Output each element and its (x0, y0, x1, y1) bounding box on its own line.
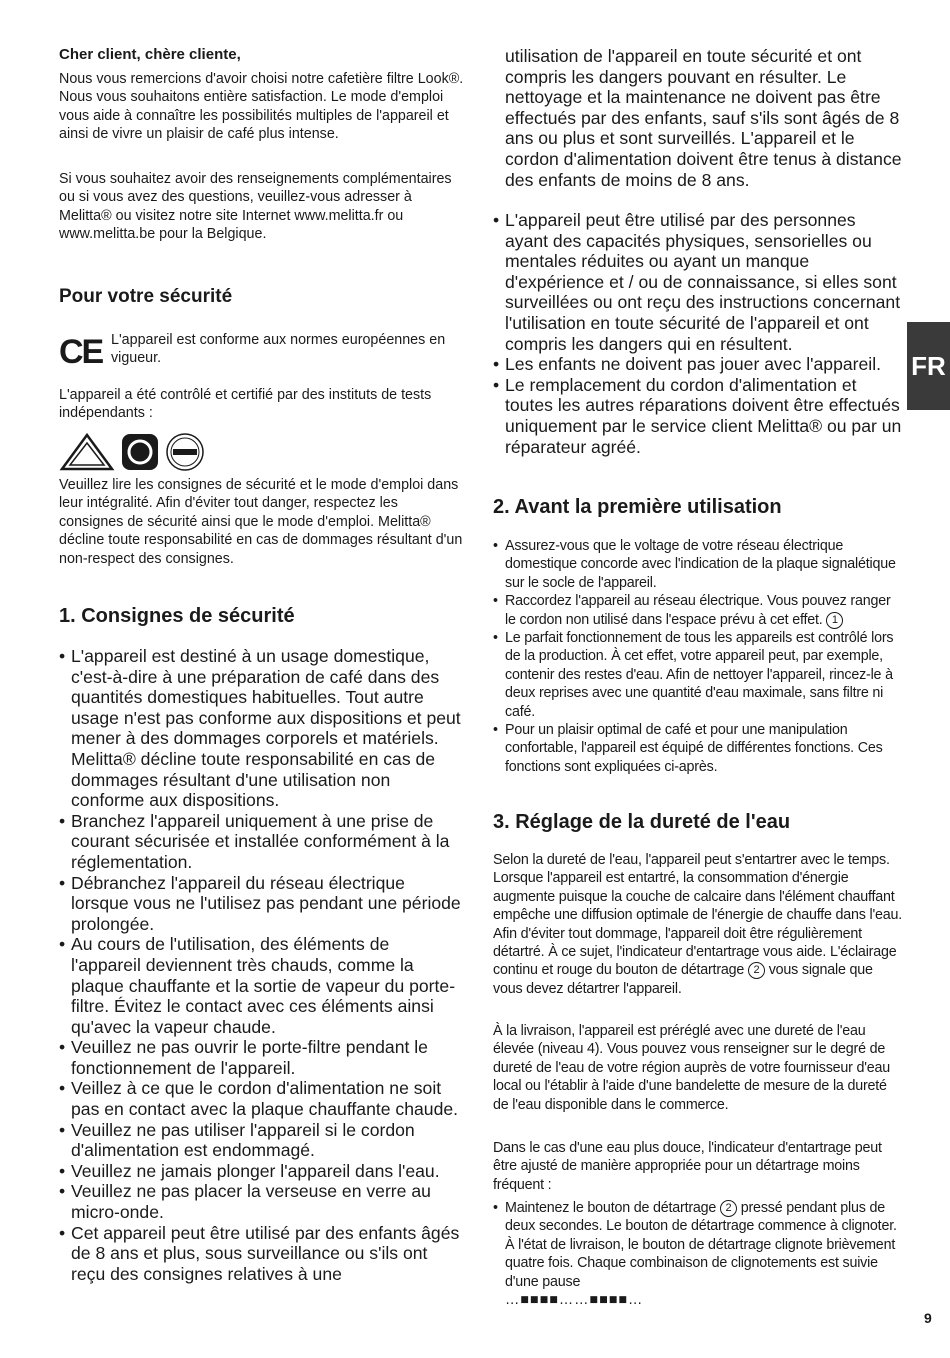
certification-logos (59, 432, 205, 472)
safety-list (59, 646, 464, 1284)
hardness-paragraph-1 (493, 851, 903, 998)
continued-text: utilisation de l'appareil en toute sécurité et ont compris les dangers pouvant en résulter. Le nettoyage et la maintenance ne doivent pas être effectués par des enfants, sauf s'ils sont âgés de 8 ans ou plus et sont surveillés. L'appareil et le cordon d'alimentation doivent être tenus à distance des enfants de moins de 8 ans. (505, 46, 902, 190)
language-tab: FR (907, 322, 950, 410)
list-item-text: pressé pendant plus de deux secondes. Le bouton de détartrage commence à clignoter. À l'état de livraison, le bouton de détartrage clignote brièvement quatre fois. Chaque combinaison de clignotements est suivie d'une pause (505, 1200, 897, 1290)
page-number: 9 (924, 1310, 932, 1326)
section-1-heading: 1. Consignes de sécurité (59, 605, 295, 627)
test-seal-icon (165, 432, 205, 472)
list-item (493, 1199, 903, 1309)
greeting: Cher client, chère cliente, (59, 46, 241, 63)
list-item: • Le remplacement du cordon d'alimentation et toutes les autres réparations doivent être effectués uniquement par le service client Melitta® ou par un réparateur agréé. (493, 375, 903, 457)
list-item: • L'appareil est destiné à un usage domestique, c'est-à-dire à une préparation de café dans des quantités domestiques habituelles. Tout autre usage n'est pas conforme aux dispositions et peut mener à des dommages corporels et matériels. Melitta® décline toute responsabilité en cas de dommages résultant d'une utilisation non conforme aux dispositions. (59, 646, 464, 811)
hardness-paragraph-3: Dans le cas d'une eau plus douce, l'indicateur d'entartrage peut être ajusté de manière appropriée pour un détartrage moins fréquent : (493, 1140, 882, 1193)
intro-paragraph-1: Nous vous remercions d'avoir choisi notre cafetière filtre Look®. Nous vous souhaitons entière satisfaction. Le mode d'emploi vous aide à connaître les possibilités multiples de l'appareil et ainsi de vivre un plaisir de café plus intense. (59, 71, 464, 143)
list-item: • Cet appareil peut être utilisé par des enfants âgés de 8 ans et plus, sous surveillance ou s'ils ont reçu des consignes relatives à une (59, 1223, 464, 1285)
list-item: • Les enfants ne doivent pas jouer avec l'appareil. (493, 354, 903, 375)
intro-paragraph-2: Si vous souhaitez avoir des renseignements complémentaires ou si vous avez des questions, veuillez-vous adresser à Melitta® ou visitez notre site Internet www.melitta.fr ou www.melitta.be pour la Belgique. (59, 171, 452, 243)
ce-mark-icon: CE (59, 333, 103, 371)
list-item: • Au cours de l'utilisation, des éléments de l'appareil deviennent très chauds, comme la plaque chauffante et la sortie de vapeur du porte-filtre. Évitez le contact avec ces éléments ainsi qu'avec la vapeur chaude. (59, 934, 464, 1037)
list-item-text: Maintenez le bouton de détartrage (505, 1200, 717, 1216)
paragraph-text: vous signale que vous devez détartrer l'appareil. (493, 962, 873, 997)
section-3-heading: 3. Réglage de la dureté de l'eau (493, 811, 791, 833)
list-item: • Veuillez ne pas placer la verseuse en verre au micro-onde. (59, 1181, 464, 1222)
first-use-list (493, 537, 903, 776)
list-item: • Branchez l'appareil uniquement à une prise de courant sécurisée et installée conformément à la réglementation. (59, 811, 464, 873)
list-item: • Le parfait fonctionnement de tous les appareils est contrôlé lors de la production. À cet effet, votre appareil peut, par exemple, contenir des restes d'eau. Afin de nettoyer l'appareil, rincez-le à deux reprises avec une quantité d'eau maximale, sans filtre ni café. (493, 629, 903, 721)
list-item: • Veuillez ne jamais plonger l'appareil dans l'eau. (59, 1161, 464, 1182)
circled-number-icon: 2 (720, 1200, 737, 1217)
list-item: • Assurez-vous que le voltage de votre réseau électrique domestique concorde avec l'indication de la plaque signalétique sur le socle de l'appareil. (493, 537, 903, 592)
adjust-list (493, 1199, 903, 1309)
list-item (493, 592, 903, 629)
blink-pattern: …■■■■……■■■■… (505, 1292, 644, 1309)
list-item: • Débranchez l'appareil du réseau électrique lorsque vous ne l'utilisez pas pendant une période prolongée. (59, 873, 464, 935)
paragraph-text: Selon la dureté de l'eau, l'appareil peut s'entartrer avec le temps. Lorsque l'appareil est entartré, la consommation d'énergie augmente puisque la couche de calcaire dans l'élément chauffant empêche une diffusion optimale de l'énergie de chauffe dans l'eau. Afin d'éviter tout dommage, l'appareil doit être régulièrement détartré. À ce sujet, l'indicateur d'entartrage vous aide. L'éclairage continu et rouge du bouton de détartrage (493, 852, 903, 979)
ce-text: L'appareil est conforme aux normes européennes en vigueur. (111, 332, 446, 367)
circled-number-icon: 2 (748, 962, 765, 979)
list-item-text: Raccordez l'appareil au réseau électrique. Vous pouvez ranger le cordon non utilisé dans l'espace prévu à cet effet. (505, 593, 891, 628)
list-item: • Veuillez ne pas ouvrir le porte-filtre pendant le fonctionnement de l'appareil. (59, 1037, 464, 1078)
hardness-paragraph-2: À la livraison, l'appareil est préréglé avec une dureté de l'eau élevée (niveau 4). Vous pouvez vous renseigner sur le degré de dureté de l'eau de votre région auprès de votre fournisseur d'eau local ou l'établir à l'aide d'une bandelette de mesure de la dureté de l'eau disponible dans le commerce. (493, 1023, 891, 1113)
list-item: • L'appareil peut être utilisé par des personnes ayant des capacités physiques, sensorielles ou mentales réduites ou ayant un manque d'expérience et / ou de connaissance, si elles sont surveillées ou ont reçu des instructions concernant l'utilisation en toute sécurité de l'appareil et ont compris les dangers qui en résultent. (493, 210, 903, 354)
list-item: • Veuillez ne pas utiliser l'appareil si le cordon d'alimentation est endommagé. (59, 1120, 464, 1161)
read-instructions-text: Veuillez lire les consignes de sécurité et le mode d'emploi dans leur intégralité. Afin d'éviter tout danger, respectez les consignes de sécurité ainsi que le mode d'emploi. Melitta® décline toute responsabilité en cas de dommages résultant d'un non-respect des consignes. (59, 477, 463, 567)
vde-logo-icon (59, 432, 115, 472)
list-item: • Pour un plaisir optimal de café et pour une manipulation confortable, l'appareil est équipé de différentes fonctions. Ces fonctions sont expliquées ci-après. (493, 721, 903, 776)
circled-number-icon: 1 (826, 612, 843, 629)
certified-text: L'appareil a été contrôlé et certifié par des instituts de tests indépendants : (59, 387, 432, 422)
section-2-heading: 2. Avant la première utilisation (493, 496, 782, 518)
safety-list-continued (493, 210, 903, 457)
list-item: • Veillez à ce que le cordon d'alimentation ne soit pas en contact avec la plaque chauffante chaude. (59, 1078, 464, 1119)
gs-mark-icon (121, 432, 159, 472)
safety-heading: Pour votre sécurité (59, 286, 233, 307)
